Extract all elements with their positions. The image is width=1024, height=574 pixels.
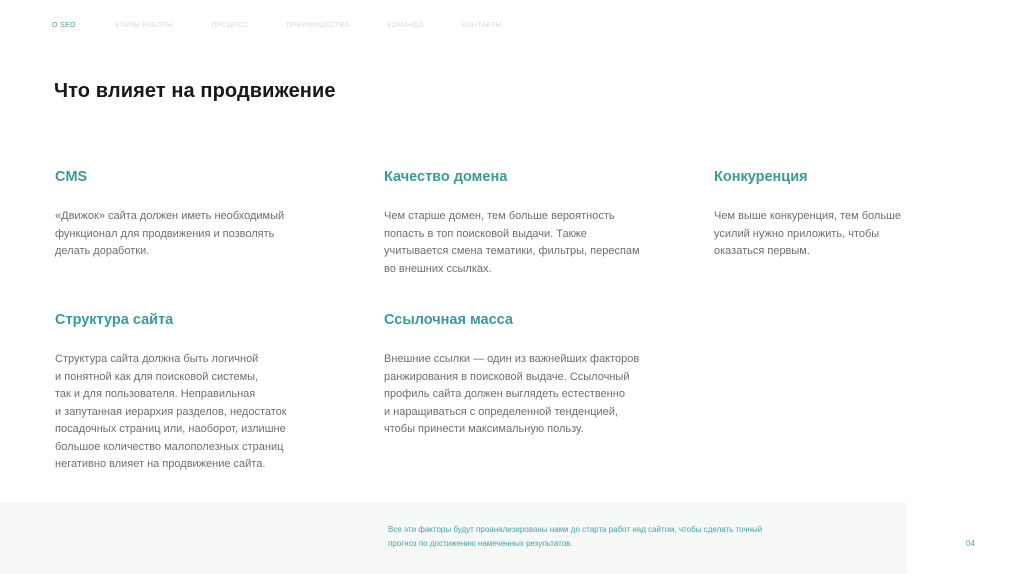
factor-card-cms [55,168,355,261]
factor-card-title: Ссылочная масса [384,312,513,328]
factor-card-title: CMS [55,169,88,185]
factor-card-text: Структура сайта должна быть логичной и понятной как для поисковой системы, так и для пользователя. Неправильная и запутанная иерархия разделов, недостаток посадочных страниц или, наоборот, излишне большое количество малополезных страниц негативно влияет на продвижение сайта. [55,353,287,470]
page-number: 04 [966,539,975,548]
nav-item-about-seo[interactable]: О SEO [52,22,76,29]
footer-note: Все эти факторы будут проанализированы нами до старта работ над сайтом, чтобы сделать точный прогноз по достижению намеченных результатов. [388,525,763,548]
factor-card-title: Качество домена [384,169,508,185]
nav-item-contacts[interactable]: КОНТАКТЫ [461,22,502,29]
factor-card-title: Конкуренция [714,169,808,185]
factor-card-title: Структура сайта [55,312,174,328]
factor-card-competition [714,168,1014,261]
page-title: Что влияет на продвижение [54,80,336,102]
factor-card-domain-quality [384,168,684,278]
nav-item-work-stages[interactable]: ЭТАПЫ РАБОТЫ [113,22,174,29]
factor-card-text: Внешние ссылки — один из важнейших факторов ранжирования в поисковой выдаче. Ссылочный профиль сайта должен выглядеть естественно и наращиваться с определенной тенденцией, чтобы принести максимальную пользу. [384,353,640,435]
nav-item-process[interactable]: ПРОЦЕСС [211,22,249,29]
factor-card-site-structure [55,311,355,474]
factor-card-text: Чем выше конкуренция, тем больше усилий нужно приложить, чтобы оказаться первым. [714,210,901,257]
factor-card-link-mass [384,311,684,439]
nav-item-advantages[interactable]: ПРЕИМУЩЕСТВА [286,22,350,29]
top-navigation [52,22,540,29]
factor-card-text: «Движок» сайта должен иметь необходимый функционал для продвижения и позволять делать доработки. [55,210,285,257]
factor-card-text: Чем старше домен, тем больше вероятность попасть в топ поисковой выдачи. Также учитывается смена тематики, фильтры, переспам во внешних ссылках. [384,210,640,275]
nav-item-team[interactable]: КОМАНДА [387,22,424,29]
